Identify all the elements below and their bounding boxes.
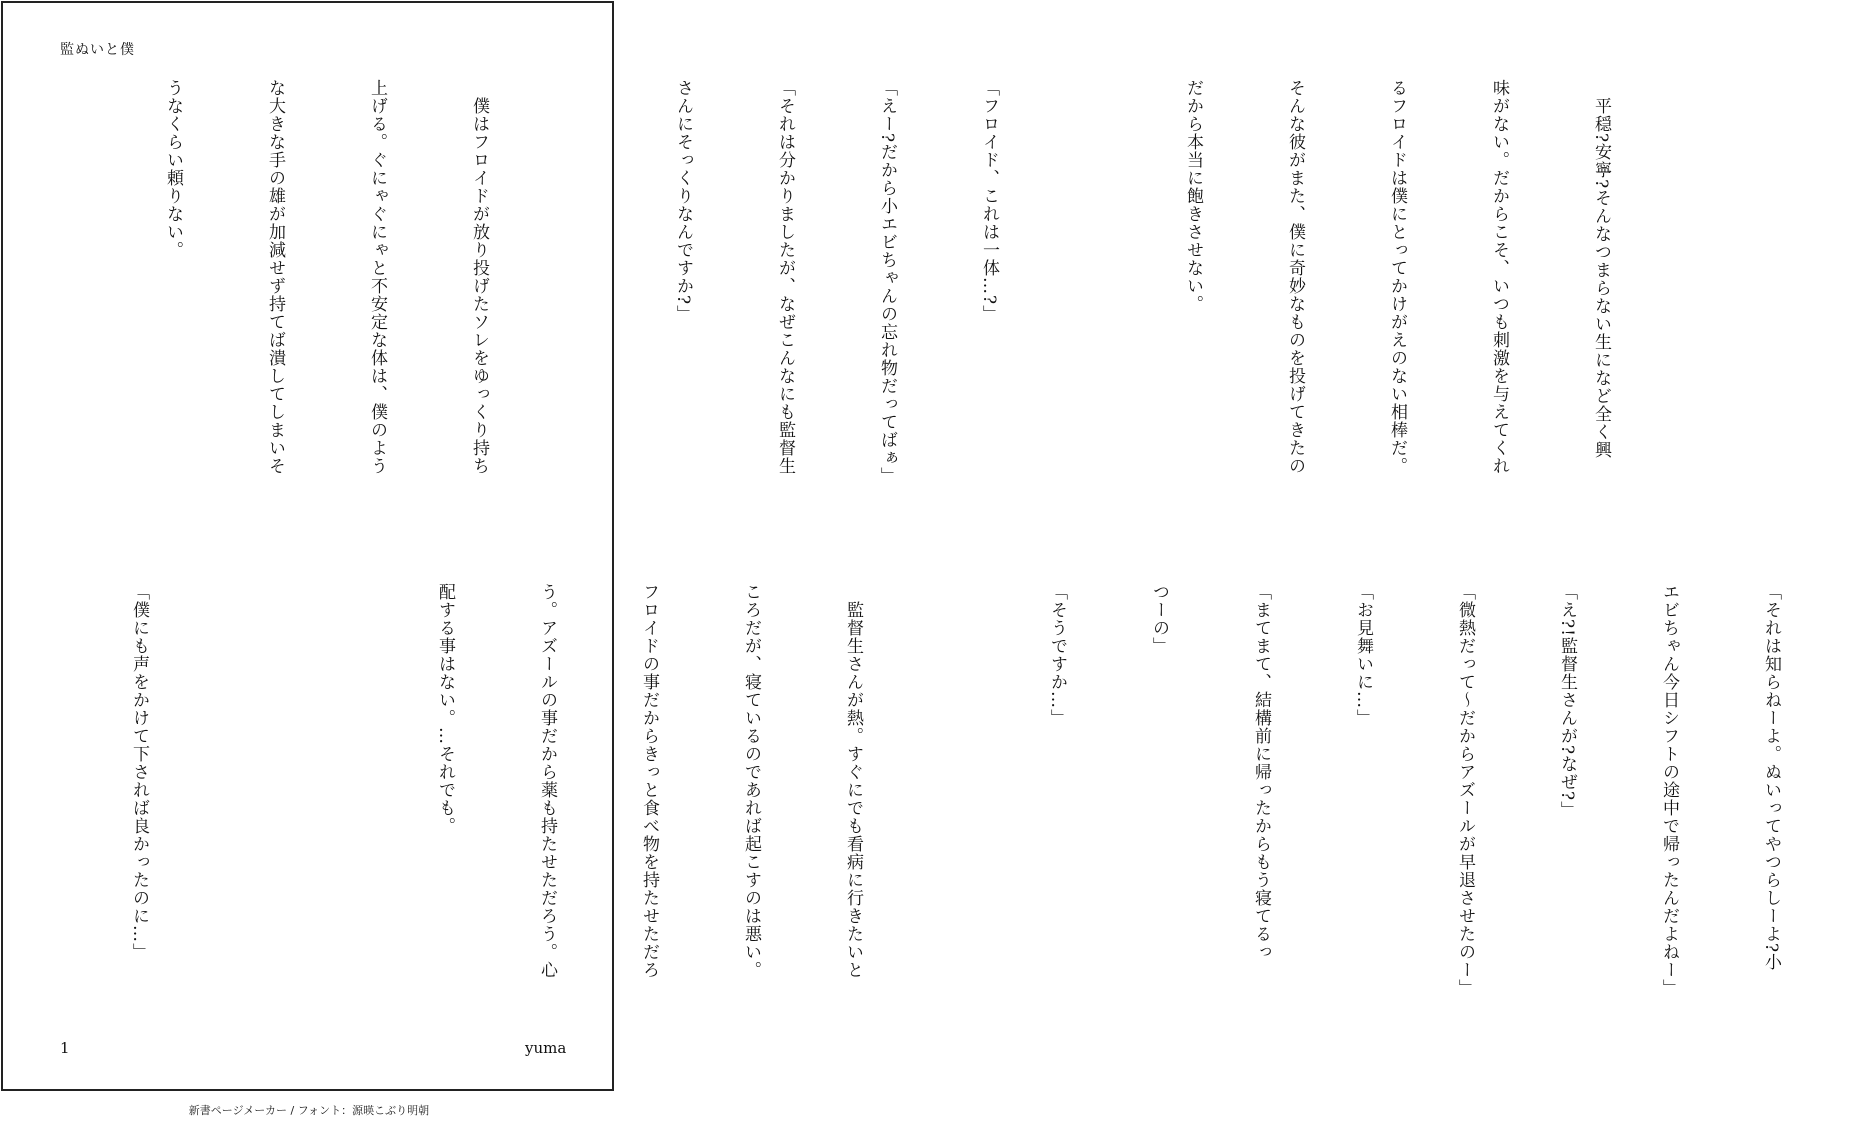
text-line: 「えー?だから小エビちゃんの忘れ物だってばぁ」 xyxy=(877,79,897,486)
text-block-top xyxy=(88,79,1686,549)
text-line: 「え?!監督生さんが?なぜ?」 xyxy=(1557,583,1577,820)
text-line: だから本当に飽きさせない。 xyxy=(1183,79,1203,313)
blank-line xyxy=(326,583,360,1003)
blank-line xyxy=(938,583,972,1003)
text-line: るフロイドは僕にとってかけがえのない相棒だ。 xyxy=(1387,79,1407,475)
page-frame xyxy=(1,1,1781,1091)
text-line: 上げる。ぐにゃぐにゃと不安定な体は、僕のよう xyxy=(367,79,387,475)
text-block-bottom xyxy=(54,583,1856,1003)
blank-line xyxy=(1074,79,1108,549)
text-line: 「まてまて、結構前に帰ったからもう寝てるっ xyxy=(1251,583,1271,961)
text-line: エビちゃん今日シフトの途中で帰ったんだよねー」 xyxy=(1659,583,1679,997)
text-line: つーの」 xyxy=(1149,583,1169,655)
text-line: な大きな手の雄が加減せず持てば潰してしまいそ xyxy=(265,79,285,475)
text-line: 「フロイド、これは一体…?」 xyxy=(979,79,999,324)
page-number: 1 xyxy=(60,1039,70,1057)
text-line: 「そうですか…」 xyxy=(1047,583,1067,727)
author-name: yuma xyxy=(525,1039,567,1057)
text-line: 「お見舞いに…」 xyxy=(1353,583,1373,727)
blank-line xyxy=(564,79,598,549)
blank-line xyxy=(224,583,258,1003)
text-line: 配する事はない。…それでも。 xyxy=(435,583,455,835)
text-line: 「僕にも声をかけて下されば良かったのに…」 xyxy=(129,583,149,961)
text-line: 僕はフロイドが放り投げたソレをゆっくり持ち xyxy=(469,79,489,475)
text-line: さんにそっくりなんですか?」 xyxy=(673,79,693,324)
text-line: う。アズールの事だから薬も持たせただろう。心 xyxy=(537,583,557,979)
text-line: 「それは知らねーよ。ぬいってやつらしーよ?小 xyxy=(1761,583,1781,972)
text-line: そんな彼がまた、僕に奇妙なものを投げてきたの xyxy=(1285,79,1305,475)
text-line: 味がない。だからこそ、いつも刺激を与えてくれ xyxy=(1489,79,1509,475)
text-line: 平穏?安寧?そんなつまらない生になど全く興 xyxy=(1591,79,1611,460)
footer-credit: 新書ページメーカー / フォント：源暎こぶり明朝 xyxy=(188,1104,430,1117)
running-title: 監ぬいと僕 xyxy=(60,42,135,58)
text-line: 監督生さんが熱。すぐにでも看病に行きたいと xyxy=(843,583,863,979)
text-line: 「それは分かりましたが、なぜこんなにも監督生 xyxy=(775,79,795,475)
text-line: フロイドの事だからきっと食べ物を持たせただろ xyxy=(639,583,659,979)
text-line: ころだが、寝ているのであれば起こすのは悪い。 xyxy=(741,583,761,979)
text-line: うなくらい頼りない。 xyxy=(163,79,183,259)
text-line: 「微熱だって〜だからアズールが早退させたのー」 xyxy=(1455,583,1475,997)
